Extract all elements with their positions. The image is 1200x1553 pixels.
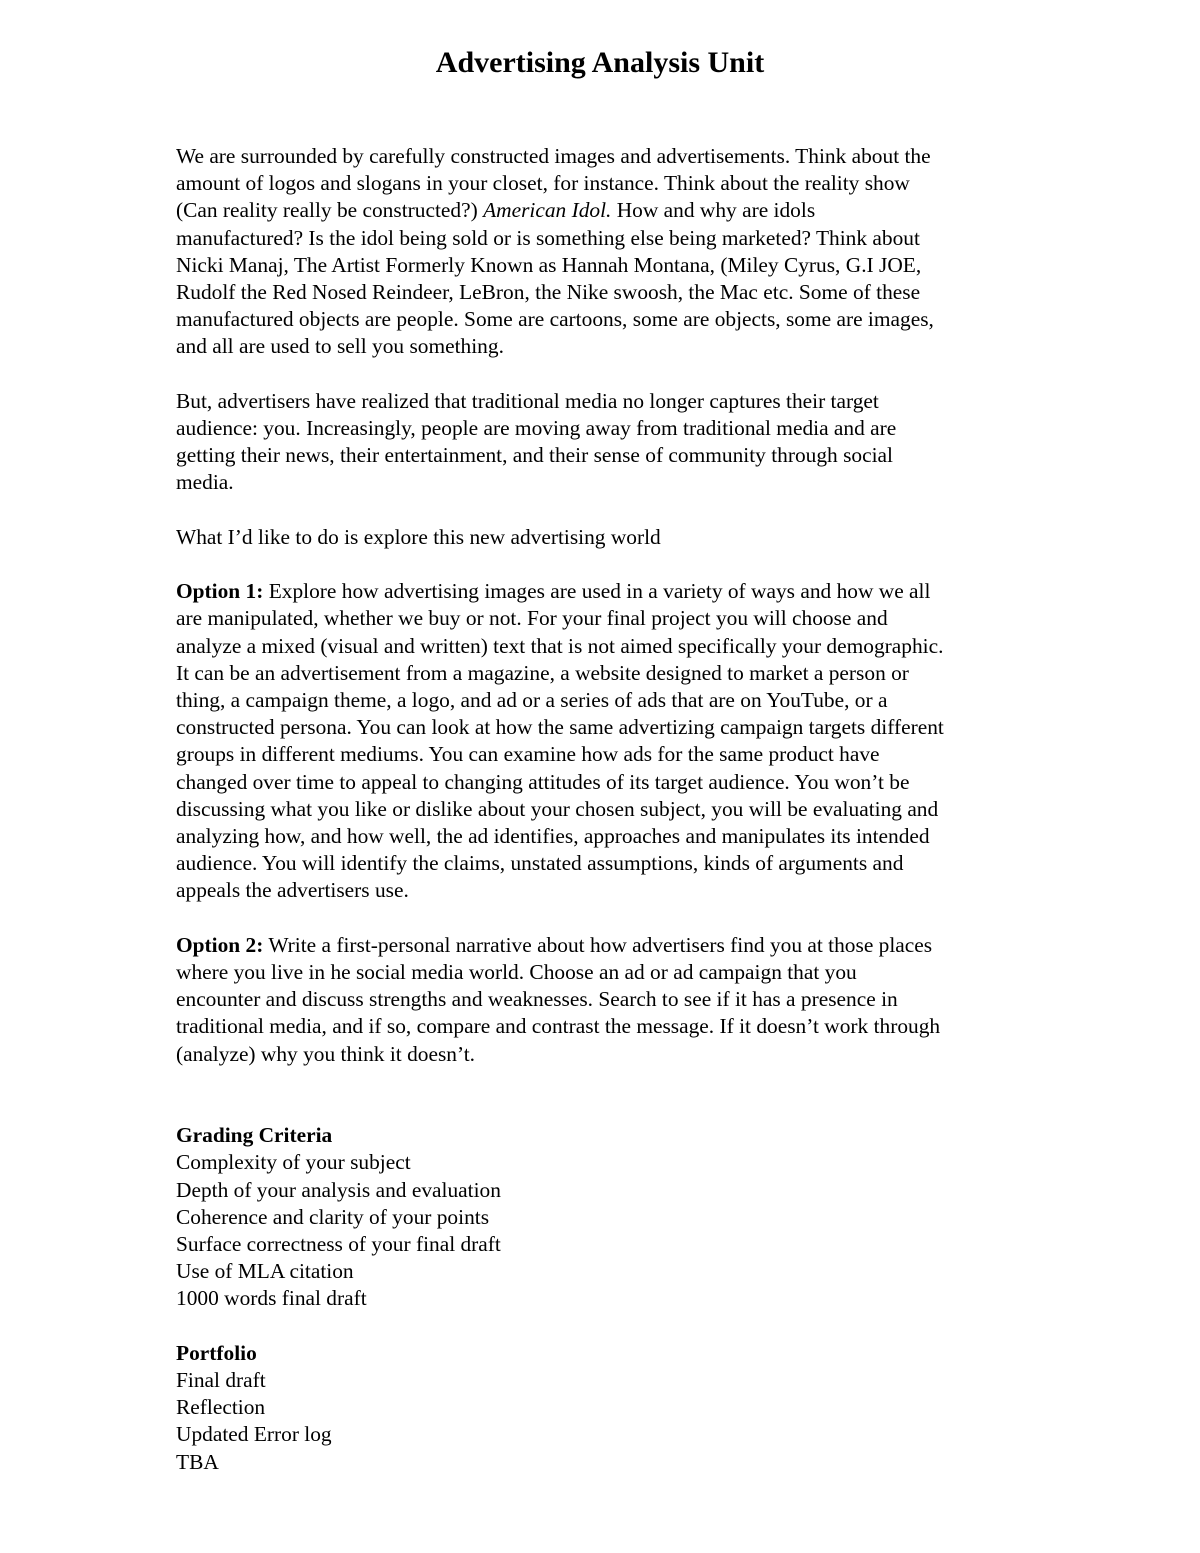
option-2-label: Option 2: xyxy=(176,932,264,957)
grading-criteria-heading: Grading Criteria xyxy=(176,1123,333,1148)
text-line: analyze a mixed (visual and written) text that is not aimed specifically your demographic. xyxy=(176,633,944,658)
text-line: We are surrounded by carefully constructed images and advertisements. Think about the xyxy=(176,144,931,168)
text-line: Rudolf the Red Nosed Reindeer, LeBron, the Nike swoosh, the Mac etc. Some of these xyxy=(176,280,921,305)
text-run: Write a first-personal narrative about how advertisers find you at those places xyxy=(263,932,933,957)
text-line: manufactured? Is the idol being sold or is something else being marketed? Think about xyxy=(176,225,920,250)
portfolio-section xyxy=(176,1340,1036,1476)
text-line: What I’d like to do is explore this new advertising world xyxy=(176,524,661,549)
text-line xyxy=(176,932,1036,959)
text-line: thing, a campaign theme, a logo, and ad or a series of ads that are on YouTube, or a xyxy=(176,688,888,713)
text-line: (analyze) why you think it doesn’t. xyxy=(176,1041,476,1066)
option-2-paragraph xyxy=(176,932,1036,1068)
list-item: Final draft xyxy=(176,1368,266,1393)
italic-title: American Idol. xyxy=(483,198,612,223)
text-run: (Can reality really be constructed?) xyxy=(176,198,484,223)
list-item: Complexity of your subject xyxy=(176,1150,411,1175)
text-line: media. xyxy=(176,470,234,495)
list-item: TBA xyxy=(176,1449,219,1474)
text-line: discussing what you like or dislike about your chosen subject, you will be evaluating and xyxy=(176,796,939,821)
option-1-label: Option 1: xyxy=(176,579,264,604)
text-line xyxy=(176,197,1036,224)
text-line: are manipulated, whether we buy or not. For your final project you will choose and xyxy=(176,606,888,631)
option-1-paragraph xyxy=(176,578,1036,904)
list-item: Depth of your analysis and evaluation xyxy=(176,1177,501,1202)
text-line: appeals the advertisers use. xyxy=(176,878,409,903)
text-line: getting their news, their entertainment, and their sense of community through social xyxy=(176,443,893,468)
text-line: It can be an advertisement from a magazine, a website designed to market a person or xyxy=(176,660,909,685)
list-item: Surface correctness of your final draft xyxy=(176,1232,501,1257)
text-line: where you live in he social media world. Choose an ad or ad campaign that you xyxy=(176,960,857,985)
text-line: changed over time to appeal to changing attitudes of its target audience. You won’t be xyxy=(176,769,910,794)
portfolio-list xyxy=(176,1367,1036,1476)
list-item: Coherence and clarity of your points xyxy=(176,1204,490,1229)
text-line: encounter and discuss strengths and weaknesses. Search to see if it has a presence in xyxy=(176,987,898,1012)
text-line: But, advertisers have realized that traditional media no longer captures their target xyxy=(176,388,879,413)
portfolio-heading: Portfolio xyxy=(176,1340,257,1365)
text-line: audience: you. Increasingly, people are moving away from traditional media and are xyxy=(176,416,897,441)
text-line: audience. You will identify the claims, unstated assumptions, kinds of arguments and xyxy=(176,851,904,876)
list-item: Reflection xyxy=(176,1395,266,1420)
text-line: amount of logos and slogans in your closet, for instance. Think about the reality show xyxy=(176,171,910,196)
document-body xyxy=(176,143,1036,1503)
intro-paragraph xyxy=(176,143,1036,361)
text-line: and all are used to sell you something. xyxy=(176,334,504,359)
text-line: groups in different mediums. You can examine how ads for the same product have xyxy=(176,742,880,767)
text-run: How and why are idols xyxy=(611,198,816,223)
explore-paragraph xyxy=(176,524,1036,551)
list-item: Updated Error log xyxy=(176,1422,332,1447)
document-title: Advertising Analysis Unit xyxy=(435,46,765,79)
text-line: constructed persona. You can look at how the same advertizing campaign targets different xyxy=(176,715,944,740)
text-line xyxy=(176,578,1036,605)
list-item: Use of MLA citation xyxy=(176,1259,354,1284)
text-run: Explore how advertising images are used in a variety of ways and how we all xyxy=(263,579,931,604)
grading-criteria-list xyxy=(176,1149,1036,1312)
grading-criteria-section xyxy=(176,1122,1036,1312)
text-line: traditional media, and if so, compare and contrast the message. If it doesn’t work through xyxy=(176,1014,941,1039)
list-item: 1000 words final draft xyxy=(176,1286,367,1311)
text-line: manufactured objects are people. Some are cartoons, some are objects, some are images, xyxy=(176,307,934,332)
media-paragraph xyxy=(176,388,1036,497)
text-line: analyzing how, and how well, the ad identifies, approaches and manipulates its intended xyxy=(176,824,930,849)
text-line: Nicki Manaj, The Artist Formerly Known as Hannah Montana, (Miley Cyrus, G.I JOE, xyxy=(176,252,922,277)
